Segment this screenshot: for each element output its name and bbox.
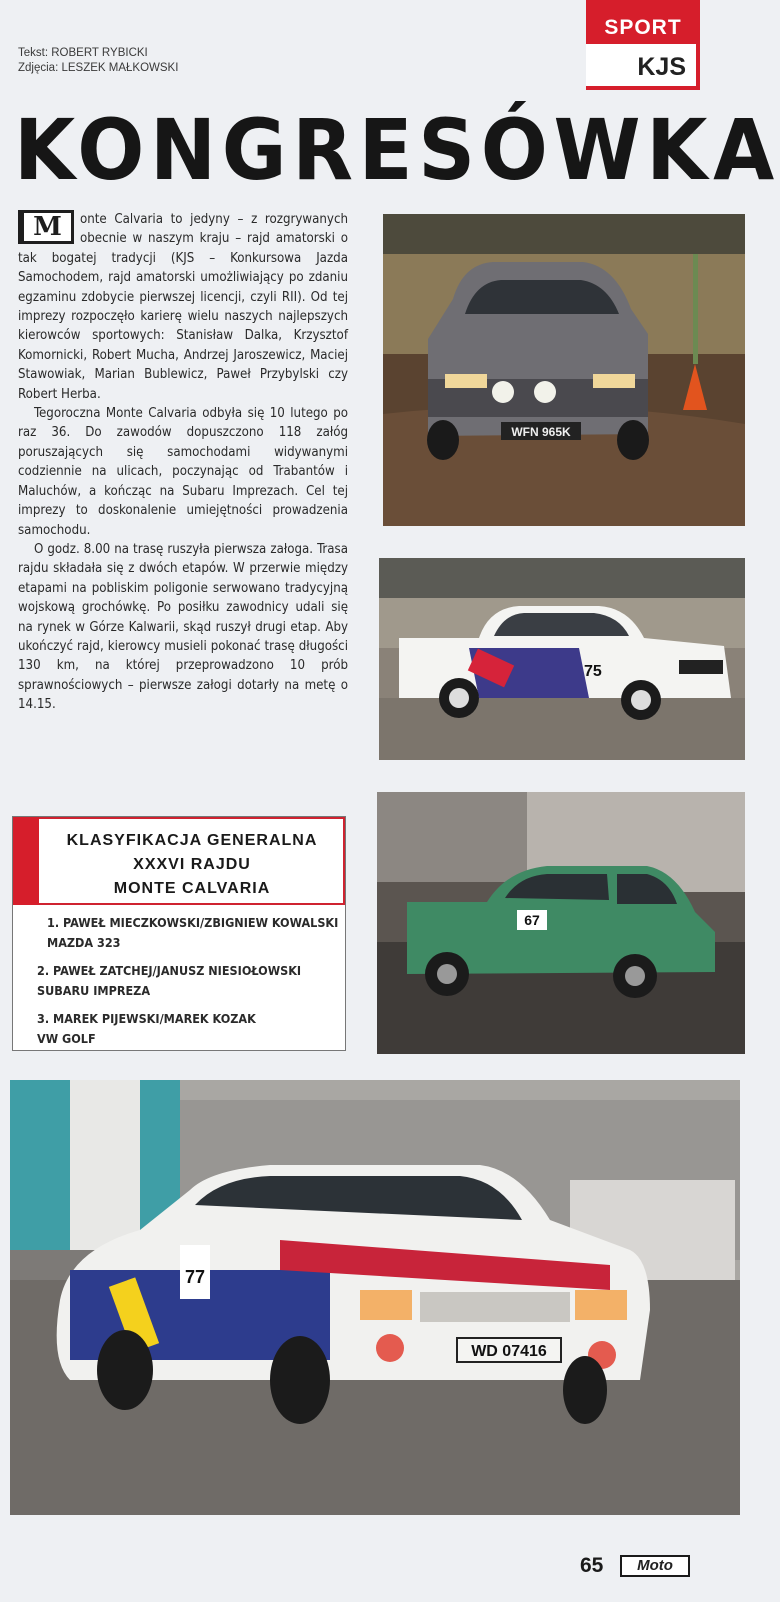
results-accent-bar bbox=[13, 817, 39, 905]
photo-mazda bbox=[383, 214, 745, 526]
car-number: 77 bbox=[184, 1267, 206, 1287]
photo-fiat bbox=[379, 558, 745, 760]
headline: KONGRESÓWKA bbox=[14, 101, 780, 199]
photo-micra bbox=[377, 792, 745, 1054]
credit-photo: Zdjęcia: LESZEK MAŁKOWSKI bbox=[18, 62, 179, 74]
article-paragraph: O godz. 8.00 na trasę ruszyła pierwsza załoga. Trasa rajdu składała się z dwóch etapów. W przerwie między etapami na pobliskim poligonie serwowano tradycyjną wojskową grochówkę. Po posiłku zawodnicy udali się na rynek w Górze Kalwarii, skąd ruszył drugi etap. Aby ukończyć rajd, kierowcy musieli pokonać trasę długości 130 km, na której przeprowadzono 10 prób sprawnościowych – pierwsze załogi dotarły na metę o 14.15. bbox=[18, 541, 348, 713]
article-paragraph: M onte Calvaria to jedyny – z rozgrywanych obecnie w naszym kraju – rajd amatorski o tak bogatej tradycji (KJS – Konkursowa Jazda Samochodem, rajd amatorski umożliwiający po zdaniu egzaminu zdobycie pierwszej licencji, czyli RII). Od tej imprezy rozpoczęło karierę wielu naszych najlepszych kierowców sportowych: Stanisław Dalka, Krzysztof Komornicki, Robert Mucha, Andrzej Jaroszewicz, Maciej Stawowiak, Marian Bublewicz, Paweł Przybylski czy Robert Herba. bbox=[18, 212, 348, 402]
section-label: SPORT bbox=[586, 0, 700, 44]
results-list bbox=[37, 913, 342, 1057]
article-body bbox=[18, 210, 348, 715]
plate-text: WFN 965K bbox=[511, 425, 571, 439]
subsection-label: KJS bbox=[586, 44, 700, 90]
credit-text: Tekst: ROBERT RYBICKI bbox=[18, 47, 148, 59]
plate-text: WD 07416 bbox=[471, 1343, 547, 1360]
car-number: 67 bbox=[524, 912, 540, 928]
result-entry: 1. PAWEŁ MIECZKOWSKI/ZBIGNIEW KOWALSKI MAZDA 323 bbox=[47, 915, 339, 950]
credits bbox=[18, 46, 178, 76]
page-number: 65 bbox=[580, 1554, 604, 1577]
result-entry: 3. MAREK PIJEWSKI/MAREK KOZAK VW GOLF bbox=[37, 1011, 256, 1046]
car-number: 75 bbox=[584, 663, 602, 680]
photo-carina bbox=[10, 1080, 740, 1515]
dropcap: M bbox=[18, 210, 74, 244]
results-box bbox=[12, 816, 346, 1051]
result-entry: 2. PAWEŁ ZATCHEJ/JANUSZ NIESIOŁOWSKI SUBARU IMPREZA bbox=[37, 963, 302, 998]
results-title: KLASYFIKACJA GENERALNA XXXVI RAJDU MONTE CALVARIA bbox=[66, 832, 318, 897]
magazine-logo: Moto bbox=[620, 1555, 690, 1577]
article-paragraph: Tegoroczna Monte Calvaria odbyła się 10 lutego po raz 36. Do zawodów dopuszczono 118 załóg poruszających się samochodami widywanymi codziennie na ulicach, poczynając od Trabantów i Maluchów, a kończąc na Subaru Imprezach. Cel tej imprezy to doskonalenie umiejętności prowadzenia samochodu. bbox=[18, 406, 348, 538]
section-tag bbox=[586, 0, 700, 95]
